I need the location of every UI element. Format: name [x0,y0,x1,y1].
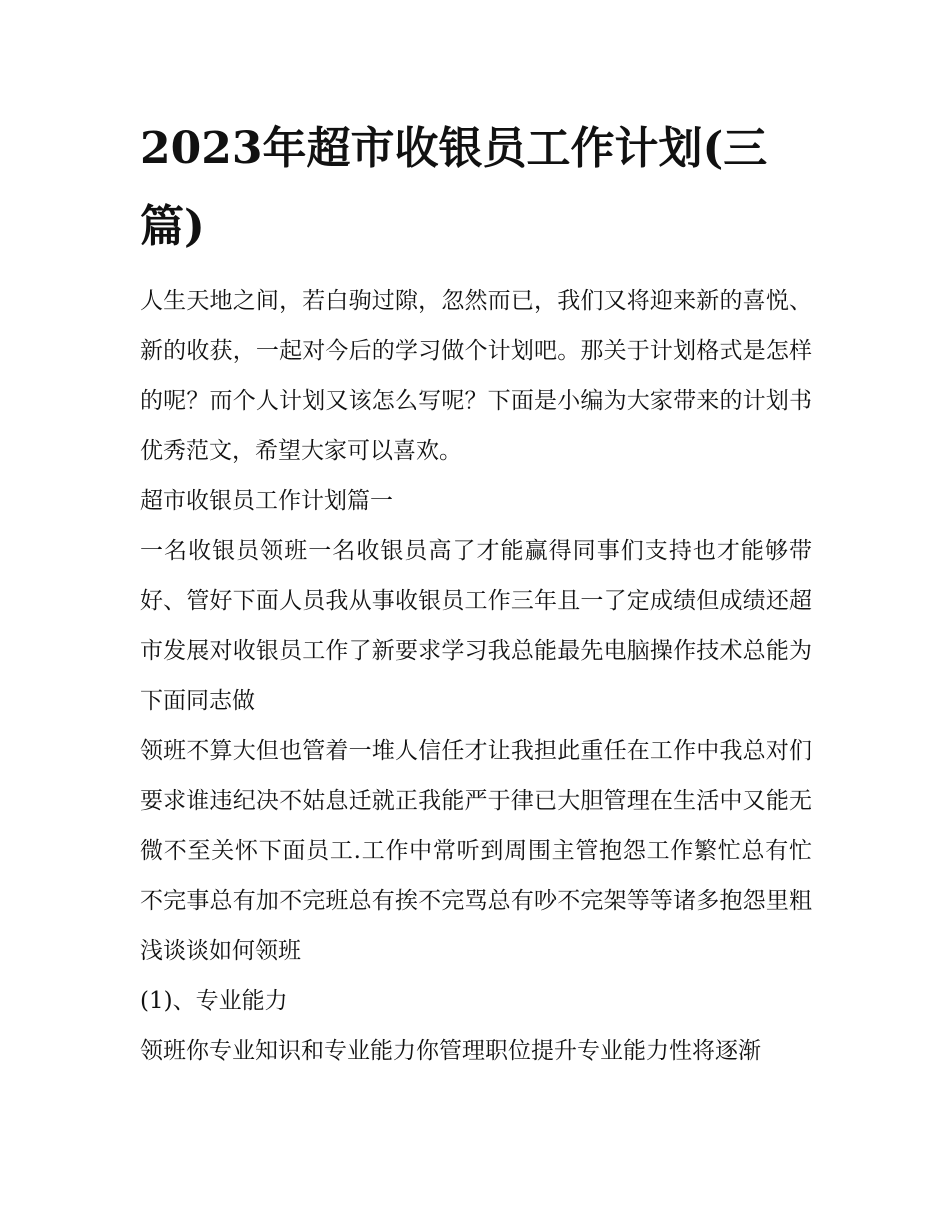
paragraph-1: 一名收银员领班一名收银员高了才能赢得同事们支持也才能够带好、管好下面人员我从事收银员工作三年且一了定成绩但成绩还超市发展对收银员工作了新要求学习我总能最先电脑操作技术总能为下面同志做 [140,538,812,714]
intro-paragraph: 人生天地之间，若白驹过隙，忽然而已，我们又将迎来新的喜悦、新的收获，一起对今后的学习做个计划吧。那关于计划格式是怎样的呢？而个人计划又该怎么写呢？下面是小编为大家带来的计划书优秀范文，希望大家可以喜欢。 [140,288,812,464]
section-title: 超市收银员工作计划篇一 [140,488,393,514]
paragraph-3: 领班你专业知识和专业能力你管理职位提升专业能力性将逐渐 [140,1038,761,1064]
document-page [140,110,820,1076]
subheading-professional-ability: (1)、专业能力 [140,988,288,1014]
document-title: 2023年超市收银员工作计划(三篇) [140,123,768,252]
title-spacer [140,266,820,276]
paragraph-2: 领班不算大但也管着一堆人信任才让我担此重任在工作中我总对们要求谁违纪决不姑息迁就正我能严于律已大胆管理在生活中又能无微不至关怀下面员工.工作中常听到周围主管抱怨工作繁忙总有忙不完事总有加不完班总有挨不完骂总有吵不完架等等诸多抱怨里粗浅谈谈如何领班 [140,738,812,964]
